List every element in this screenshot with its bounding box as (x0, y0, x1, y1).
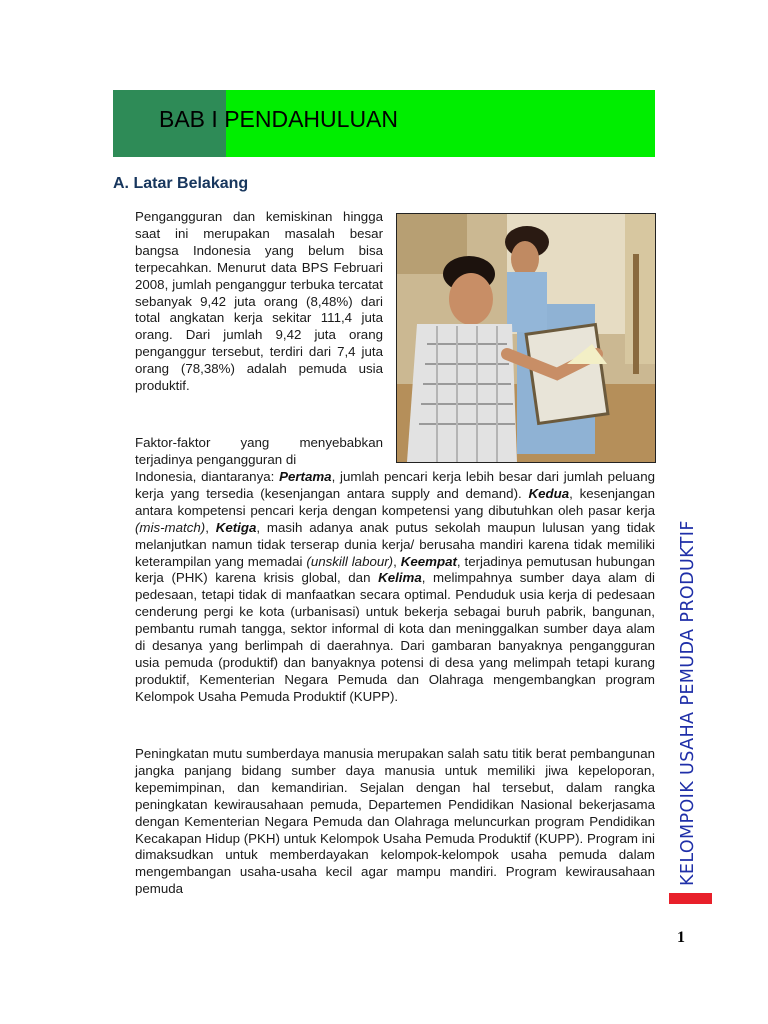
section-heading: A. Latar Belakang (113, 175, 249, 192)
text-run: , jumlah pencari kerja lebih besar dari jumlah peluang kerja yang tersedia (kesenjangan antara supply and demand). (135, 469, 655, 501)
page-number: 1 (677, 929, 685, 946)
figure-photo (396, 213, 656, 463)
paragraph-program: Peningkatan mutu sumberdaya manusia merupakan salah satu titik berat pembangunan jangka panjang bidang sumber daya manusia untuk memiliki jiwa kepeloporan, kepemimpinan, dan kemandirian. Sejalan dengan hal tersebut, dalam rangka peningkatan kewirausahaan pemuda, Departemen Pendidikan Nasional bekerjasama dengan Kementerian Negara Pemuda dan Olahraga meluncurkan program Pendidikan Kecakapan Hidup (PKH) untuk Kelompok Usaha Pemuda Produktif (KUPP). Program ini dimaksudkan untuk memberdayakan kelompok-kelompok usaha pemuda dalam mengembangan usaha-usaha kecil agar mampu mandiri. Program kewirausahaan pemuda (135, 746, 655, 897)
text-run: , (205, 519, 216, 535)
keyword-pertama: Pertama (279, 469, 332, 484)
chapter-banner (113, 90, 655, 157)
keyword-kelima: Kelima (378, 570, 422, 586)
sidebar-red-bar (669, 893, 712, 904)
term-mismatch: (mis-match) (135, 519, 206, 535)
text-run: , kesenjangan antara kompetensi pencari kerja dengan kompetensi yang dibutuhkan oleh pasar kerja (135, 485, 655, 518)
paragraph-intro: Pengangguran dan kemiskinan hingga saat ini merupakan masalah besar bangsa Indonesia yang belum bisa terpecahkan. Menurut data BPS Februari 2008, jumlah penganggur terbuka tercatat sebanyak 9,42 juta orang (8,48%) dari total angkatan kerja sekitar 111,4 juta orang. Dari jumlah 9,42 juta orang penganggur tersebut, terdiri dari 7,4 juta orang (78,38%) adalah pemuda usia produktif. (135, 209, 383, 394)
text-run: Indonesia, diantaranya: (135, 469, 280, 484)
term-unskill-labour: (unskill labour) (306, 553, 394, 569)
keyword-kedua: Kedua (528, 485, 570, 501)
sidebar-vertical-title: KELOMPOIK USAHA PEMUDA PRODUKTIF (678, 520, 698, 886)
text-run: , melimpahnya sumber daya alam di pedesaan, tetapi tidak di manfaatkan secara optimal. Penduduk usia kerja di pedesaan cenderung pergi ke kota (urbanisasi) untuk bekerja sebagai buruh pabrik, bangunan, pembantu rumah tangga, sektor informal di kota dan meninggalkan sumber daya alam di desanya yang berlimpah di daerahnya. Dari gambaran banyaknya pengangguran usia pemuda (produktif) dan banyaknya potensi di desa yang melimpah tetapi kurang produktif, Kementerian Negara Pemuda dan Olahraga mengembangkan program Kelompok Usaha Pemuda Produktif (KUPP). (135, 570, 655, 704)
paragraph-factors (135, 469, 655, 706)
text-run: , masih adanya anak putus sekolah maupun lulusan yang tidak melanjutkan namun tidak terserap dunia kerja/ berusaha mandiri karena tidak memiliki keterampilan yang memadai (135, 519, 656, 569)
keyword-keempat: Keempat (400, 553, 457, 569)
photo-illustration (397, 214, 655, 462)
text-run: , (393, 553, 401, 569)
paragraph-factors-start: Faktor-faktor yang menyebabkan terjadinya pengangguran di (135, 435, 383, 467)
text-run: , terjadinya pemutusan hubungan kerja (PHK) karena krisis global, dan (135, 553, 655, 586)
chapter-title: BAB I PENDAHULUAN (159, 106, 399, 132)
keyword-ketiga: Ketiga (215, 519, 257, 535)
